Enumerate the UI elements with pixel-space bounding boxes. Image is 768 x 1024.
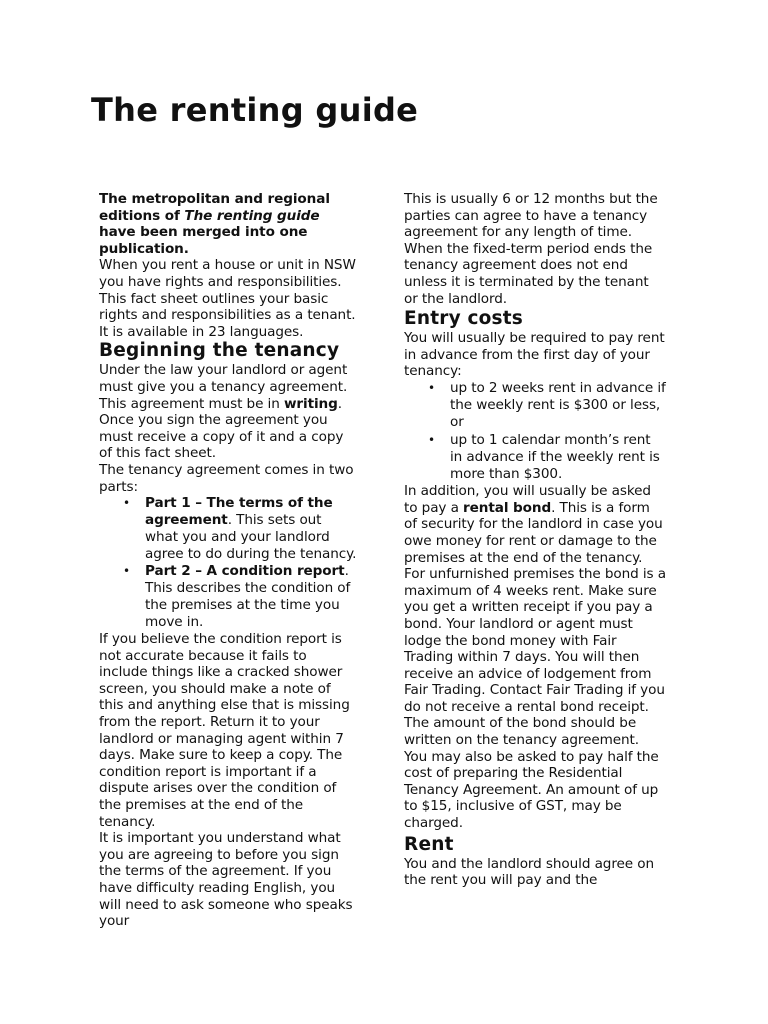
- document-title: The renting guide: [91, 91, 419, 129]
- unfurnished-bond-paragraph: For unfurnished premises the bond is a maximum of 4 weeks rent. Make sure you get a written receipt if you pay a bond. Your landlord or agent must lodge the bond money with Fair Trading within 7 days. You will then receive an advice of lodgement from Fair Trading. Contact Fair Trading if you do not receive a rental bond receipt. The amount of the bond should be written on the tenancy agreement.: [404, 566, 666, 749]
- rental-bond-bold: rental bond: [463, 499, 552, 516]
- intro-notice-text-1: The metropolitan and regional editions of: [99, 191, 330, 224]
- understand-agreement-paragraph: It is important you understand what you are agreeing to before you sign the terms of the agreement. If you have difficulty reading English, you will need to ask someone who speaks your: [99, 830, 353, 930]
- beginning-paragraph-1-text-b: . Once you sign the agreement you must receive a copy of it and a copy of this fact sheet.: [99, 395, 344, 462]
- fixed-term-end-paragraph: When the fixed-term period ends the tenancy agreement does not end unless it is terminated by the tenant or the landlord.: [404, 240, 653, 307]
- rent-advance-list: [404, 380, 666, 483]
- beginning-paragraph-1: [99, 362, 357, 462]
- list-item-two-weeks-text: up to 2 weeks rent in advance if the weekly rent is $300 or less, or: [450, 379, 666, 431]
- bullet-icon: •: [428, 380, 435, 395]
- intro-paragraph: When you rent a house or unit in NSW you have rights and responsibilities. This fact sheet outlines your basic rights and responsibilities as a tenant. It is available in 23 languages.: [99, 257, 356, 340]
- list-item-one-month: [428, 431, 666, 484]
- beginning-paragraph-1-text-a: Under the law your landlord or agent must give you a tenancy agreement. This agreement must be in: [99, 362, 348, 412]
- tenancy-parts-list: [99, 495, 357, 631]
- rent-paragraph: You and the landlord should agree on the rent you will pay and the: [404, 855, 655, 889]
- condition-report-paragraph: If you believe the condition report is not accurate because it fails to include things like a cracked shower screen, you should make a note of this and anything else that is missing from the report. Return it to your landlord or managing agent within 7 days. Make sure to keep a copy. The condition report is important if a dispute arises over the condition of the premises at the end of the tenancy.: [99, 631, 350, 830]
- list-item-one-month-text: up to 1 calendar month’s rent in advance if the weekly rent is more than $300.: [450, 431, 660, 482]
- rental-bond-text-b: . This is a form of security for the landlord in case you owe money for rent or damage to the premises at the end of the tenancy.: [404, 499, 663, 566]
- bullet-icon: •: [123, 564, 130, 579]
- rental-bond-text-a: In addition, you will usually be asked to pay a: [404, 483, 651, 516]
- part-2-label: Part 2 – A condition report: [145, 563, 345, 580]
- entry-costs-paragraph: You will usually be required to pay rent in advance from the first day of your tenancy:: [404, 330, 665, 380]
- list-item-part-1: [123, 495, 357, 563]
- fixed-term-paragraph: This is usually 6 or 12 months but the parties can agree to have a tenancy agreement for any length of time.: [404, 191, 658, 241]
- agreement-cost-paragraph: You may also be asked to pay half the cost of preparing the Residential Tenancy Agreement. An amount of up to $15, inclusive of GST, may be charged.: [404, 748, 659, 832]
- bullet-icon: •: [428, 432, 435, 447]
- left-column: [99, 191, 357, 930]
- part-1-text: . This sets out what you and your landlord agree to do during the tenancy.: [145, 512, 357, 563]
- heading-beginning-the-tenancy: Beginning the tenancy: [99, 340, 340, 362]
- beginning-paragraph-1-bold-writing: writing: [283, 395, 338, 412]
- right-column: [404, 191, 666, 889]
- list-item-part-2: [123, 563, 357, 631]
- heading-entry-costs: Entry costs: [404, 308, 524, 330]
- intro-notice-publication-title: The renting guide: [184, 207, 320, 224]
- part-1-label: Part 1 – The terms of the agreement: [145, 495, 333, 529]
- rental-bond-paragraph: [404, 483, 666, 566]
- part-2-text: . This describes the condition of the premises at the time you move in.: [145, 563, 351, 631]
- intro-notice: [99, 191, 357, 257]
- beginning-paragraph-2: The tenancy agreement comes in two parts:: [99, 461, 354, 495]
- list-item-two-weeks: [428, 379, 666, 432]
- intro-notice-text-2: have been merged into one publication.: [99, 224, 308, 257]
- heading-rent: Rent: [404, 833, 454, 855]
- bullet-icon: •: [123, 496, 130, 511]
